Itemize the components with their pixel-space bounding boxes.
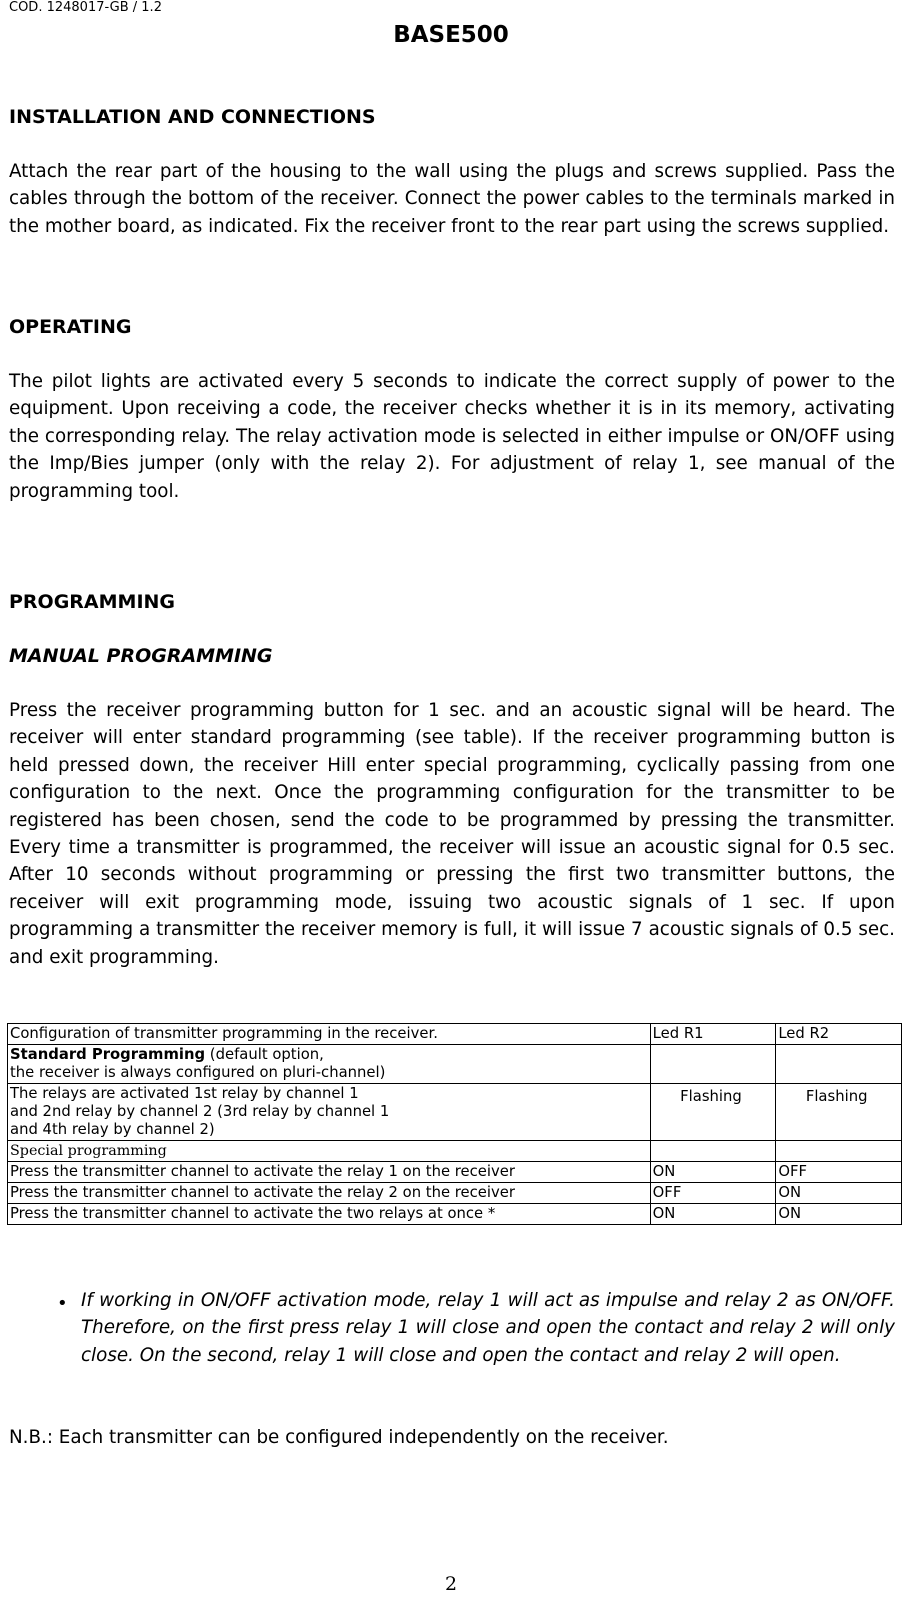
row-config-cell: Press the transmitter channel to activate the two relays at once * xyxy=(8,1204,651,1225)
programming-heading: PROGRAMMING xyxy=(9,591,176,613)
table-row-standard-programming xyxy=(8,1045,902,1084)
row-led-r1-cell: OFF xyxy=(650,1183,776,1204)
manual-programming-subheading: MANUAL PROGRAMMING xyxy=(9,645,273,667)
special-led-r1-cell xyxy=(650,1141,776,1162)
relay-channels-line-3: and 4th relay by channel 2) xyxy=(10,1121,215,1138)
standard-programming-label: Standard Programming xyxy=(10,1046,206,1063)
on-off-mode-note: If working in ON/OFF activation mode, relay 1 will act as impulse and relay 2 as ON/OFF. Therefore, on the first press relay 1 will close and open the contact and relay 2 will only close. On the second, relay 1 will close and open the contact and relay 2 will open. xyxy=(81,1290,895,1366)
bullet-icon: • xyxy=(57,1293,68,1314)
operating-heading: OPERATING xyxy=(9,316,132,338)
relay-channels-cell xyxy=(8,1084,651,1141)
relay-channels-line-1: The relays are activated 1st relay by channel 1 xyxy=(10,1085,359,1102)
nb-note: N.B.: Each transmitter can be configured independently on the receiver. xyxy=(9,1427,669,1448)
row-led-r2-cell: OFF xyxy=(776,1162,902,1183)
relay-channels-line-2: and 2nd relay by channel 2 (3rd relay by channel 1 xyxy=(10,1103,390,1120)
table-row-special-programming xyxy=(8,1141,902,1162)
programming-config-table xyxy=(7,1023,902,1225)
table-row xyxy=(8,1162,902,1183)
table-row xyxy=(8,1204,902,1225)
standard-programming-note-2: the receiver is always configured on pluri-channel) xyxy=(10,1064,386,1081)
header-config-cell: Configuration of transmitter programming in the receiver. xyxy=(8,1024,651,1045)
operating-text: The pilot lights are activated every 5 seconds to indicate the correct supply of power to the equipment. Upon receiving a code, the receiver checks whether it is in its memory, activating the corresponding relay. The relay activation mode is selected in either impulse or ON/OFF using the Imp/Bies jumper (only with the relay 2). For adjustment of relay 1, see manual of the programming tool. xyxy=(9,371,895,502)
header-led-r1-cell: Led R1 xyxy=(650,1024,776,1045)
document-title: BASE500 xyxy=(393,22,509,48)
standard-led-r1-cell xyxy=(650,1045,776,1084)
row-led-r2-cell: ON xyxy=(776,1183,902,1204)
standard-programming-note: (default option, xyxy=(205,1046,324,1063)
relay-channels-led-r2-cell: Flashing xyxy=(776,1084,902,1141)
document-code: COD. 1248017-GB / 1.2 xyxy=(9,0,162,15)
row-led-r2-cell: ON xyxy=(776,1204,902,1225)
table-row xyxy=(8,1183,902,1204)
row-led-r1-cell: ON xyxy=(650,1162,776,1183)
header-led-r2-cell: Led R2 xyxy=(776,1024,902,1045)
row-config-cell: Press the transmitter channel to activate the relay 1 on the receiver xyxy=(8,1162,651,1183)
special-programming-cell: Special programming xyxy=(8,1141,651,1162)
row-config-cell: Press the transmitter channel to activate the relay 2 on the receiver xyxy=(8,1183,651,1204)
programming-text: Press the receiver programming button for 1 sec. and an acoustic signal will be heard. The receiver will enter standard programming (see table). If the receiver programming button is held pressed down, the receiver Hill enter special programming, cyclically passing from one configuration to the next. Once the programming configuration for the transmitter to be registered has been chosen, send the code to be programmed by pressing the transmitter. Every time a transmitter is programmed, the receiver will issue an acoustic signal for 0.5 sec. After 10 seconds without programming or pressing the first two transmitter buttons, the receiver will exit programming mode, issuing two acoustic signals of 1 sec. If upon programming a transmitter the receiver memory is full, it will issue 7 acoustic signals of 0.5 sec. and exit programming. xyxy=(9,700,895,968)
relay-channels-led-r1-cell: Flashing xyxy=(650,1084,776,1141)
table-row-relay-channels xyxy=(8,1084,902,1141)
table-header-row xyxy=(8,1024,902,1045)
row-led-r1-cell: ON xyxy=(650,1204,776,1225)
standard-programming-cell xyxy=(8,1045,651,1084)
special-led-r2-cell xyxy=(776,1141,902,1162)
standard-led-r2-cell xyxy=(776,1045,902,1084)
page-number: 2 xyxy=(444,1573,458,1595)
installation-heading: INSTALLATION AND CONNECTIONS xyxy=(9,106,376,128)
installation-text: Attach the rear part of the housing to the wall using the plugs and screws supplied. Pass the cables through the bottom of the receiver. Connect the power cables to the terminals marked in the mother board, as indicated. Fix the receiver front to the rear part using the screws supplied. xyxy=(9,161,895,237)
